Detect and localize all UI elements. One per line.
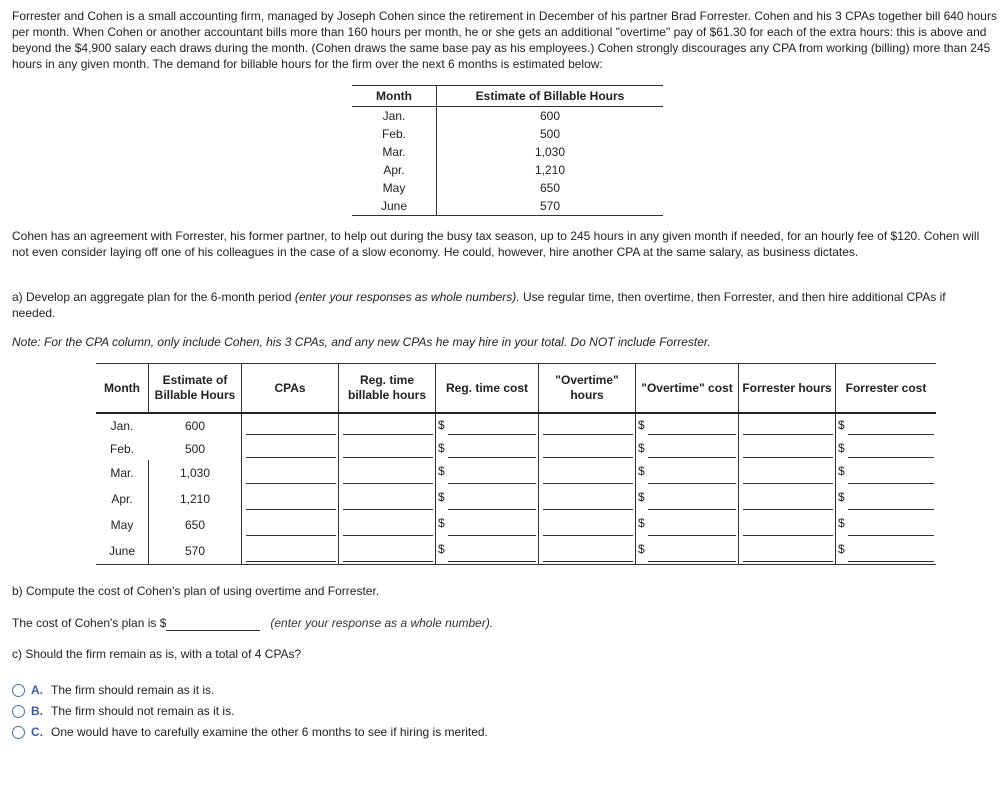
cpas-cell <box>242 460 339 486</box>
col-estimate: Estimate of Billable Hours <box>149 364 242 414</box>
problem-intro: Forrester and Cohen is a small accounting firm, managed by Joseph Cohen since the retirement in December of his partner Brad Forrester. Cohen and his 3 CPAs together bill 640 hours per month. When Cohen or another accountant bills more than 160 hours per month, he or she gets an additional "overtime" pay of $61.30 for each of the extra hours: this is above and beyond the $4,900 salary each draws during the month. (Cohen draws the same base pay as his employees.) Cohen strongly discourages any CPA from working (billing) more than 245 hours in any given month. The demand for billable hours for the firm over the next 6 months is estimated below: <box>12 9 997 71</box>
reg-cost-input[interactable] <box>448 541 536 562</box>
option-letter: A. <box>31 683 43 697</box>
part-c-question: c) Should the firm remain as is, with a total of 4 CPAs? <box>12 647 302 661</box>
ot-hours-cell <box>539 538 636 565</box>
reg-cost-cell <box>436 486 539 512</box>
cpas-cell <box>242 486 339 512</box>
plan-row <box>96 538 936 565</box>
cpa-note: Note: For the CPA column, only include Cohen, his 3 CPAs, and any new CPAs he may hire in your total. Do NOT include Forrester. <box>12 335 711 349</box>
header-month: Month <box>352 86 437 107</box>
ot-cost-cell <box>636 437 739 460</box>
cpas-input[interactable] <box>246 437 336 458</box>
total-cost-input[interactable] <box>166 614 260 631</box>
dollar-sign: $ <box>838 542 845 556</box>
dollar-sign: $ <box>438 441 445 455</box>
ot-cost-cell <box>636 486 739 512</box>
ot-hours-cell <box>539 460 636 486</box>
ot-cost-cell <box>636 538 739 565</box>
cost-prompt: The cost of Cohen's plan is $ <box>12 616 167 630</box>
ot-cost-input[interactable] <box>648 515 736 536</box>
dollar-sign: $ <box>438 542 445 556</box>
demand-row <box>352 179 663 197</box>
aggregate-plan-table <box>96 363 936 565</box>
forrester-cost-input[interactable] <box>848 489 934 510</box>
demand-row <box>352 125 663 143</box>
ot-cost-input[interactable] <box>648 541 736 562</box>
month-cell: Jan. <box>352 107 437 126</box>
radio-button-icon[interactable] <box>12 684 25 697</box>
forrester-hours-input[interactable] <box>743 414 833 435</box>
forrester-cost-cell <box>836 538 937 565</box>
forrester-hours-input[interactable] <box>743 437 833 458</box>
ot-hours-input[interactable] <box>543 463 633 484</box>
cpas-cell <box>242 512 339 538</box>
part-a-question <box>12 289 992 321</box>
month-cell: Apr. <box>111 492 133 506</box>
plan-row <box>96 437 936 460</box>
reg-hours-input[interactable] <box>343 515 433 536</box>
dollar-sign: $ <box>838 441 845 455</box>
estimate-cell: 570 <box>149 538 242 565</box>
col-reg-hours: Reg. time billable hours <box>339 364 436 414</box>
ot-cost-cell <box>636 460 739 486</box>
ot-cost-input[interactable] <box>648 463 736 484</box>
reg-cost-input[interactable] <box>448 489 536 510</box>
forrester-cost-cell <box>836 512 937 538</box>
col-month: Month <box>96 364 149 414</box>
reg-cost-input[interactable] <box>448 437 536 458</box>
radio-button-icon[interactable] <box>12 705 25 718</box>
part-a-prefix: a) Develop an aggregate plan for the 6-month period <box>12 290 295 304</box>
dollar-sign: $ <box>838 490 845 504</box>
dollar-sign: $ <box>438 464 445 478</box>
ot-hours-cell <box>539 437 636 460</box>
reg-cost-cell <box>436 437 539 460</box>
ot-hours-input[interactable] <box>543 541 633 562</box>
dollar-sign: $ <box>638 464 645 478</box>
option-text: The firm should not remain as it is. <box>51 704 235 718</box>
reg-cost-input[interactable] <box>448 414 536 435</box>
month-cell: Apr. <box>352 161 437 179</box>
forrester-agreement-text: Cohen has an agreement with Forrester, his former partner, to help out during the busy tax season, up to 245 hours in any given month if needed, for an hourly fee of $120. Cohen will not even consider laying off one of his colleagues in the case of a slow economy. He could, however, hire another CPA at the same salary, as business dictates. <box>12 229 980 259</box>
plan-row <box>96 413 936 437</box>
cpas-input[interactable] <box>246 463 336 484</box>
header-estimate: Estimate of Billable Hours <box>437 86 664 107</box>
forrester-cost-cell <box>836 437 937 460</box>
answer-option-c[interactable] <box>12 725 488 739</box>
plan-row <box>96 486 936 512</box>
forrester-cost-input[interactable] <box>848 437 934 458</box>
forrester-hours-cell <box>739 460 836 486</box>
month-cell: Jan. <box>110 418 134 433</box>
ot-cost-input[interactable] <box>648 414 736 435</box>
radio-button-icon[interactable] <box>12 726 25 739</box>
ot-hours-cell <box>539 512 636 538</box>
forrester-hours-cell <box>739 512 836 538</box>
month-cell: Mar. <box>110 466 134 480</box>
cpas-cell <box>242 413 339 437</box>
dollar-sign: $ <box>438 490 445 504</box>
dollar-sign: $ <box>638 542 645 556</box>
col-reg-cost: Reg. time cost <box>436 364 539 414</box>
option-letter: B. <box>31 704 43 718</box>
cpas-input[interactable] <box>246 541 336 562</box>
demand-row <box>352 143 663 161</box>
reg-hours-cell <box>339 486 436 512</box>
dollar-sign: $ <box>438 418 445 432</box>
forrester-cost-cell <box>836 413 937 437</box>
estimate-cell: 600 <box>149 413 242 437</box>
cpas-cell <box>242 538 339 565</box>
estimate-cell: 1,030 <box>149 460 242 486</box>
month-cell: Mar. <box>352 143 437 161</box>
forrester-hours-cell <box>739 437 836 460</box>
forrester-cost-input[interactable] <box>848 463 934 484</box>
col-cpas: CPAs <box>242 364 339 414</box>
reg-cost-input[interactable] <box>448 515 536 536</box>
col-forrester-cost: Forrester cost <box>836 364 937 414</box>
hours-cell: 570 <box>437 197 664 216</box>
month-cell: Feb. <box>352 125 437 143</box>
reg-hours-cell <box>339 538 436 565</box>
demand-row <box>352 107 663 126</box>
forrester-cost-input[interactable] <box>848 515 934 536</box>
reg-hours-input[interactable] <box>343 437 433 458</box>
col-forrester-hours: Forrester hours <box>739 364 836 414</box>
ot-hours-input[interactable] <box>543 437 633 458</box>
estimate-cell: 650 <box>149 512 242 538</box>
month-cell: June <box>96 538 149 565</box>
forrester-hours-input[interactable] <box>743 463 833 484</box>
reg-hours-input[interactable] <box>343 414 433 435</box>
forrester-cost-cell <box>836 486 937 512</box>
hours-cell: 600 <box>539 109 561 123</box>
col-ot-cost: "Overtime" cost <box>636 364 739 414</box>
month-cell: June <box>352 197 437 216</box>
answer-option-a[interactable] <box>12 683 214 697</box>
dollar-sign: $ <box>838 418 845 432</box>
cpas-cell <box>242 437 339 460</box>
reg-cost-cell <box>436 512 539 538</box>
cost-hint: (enter your response as a whole number). <box>270 616 494 630</box>
forrester-hours-input[interactable] <box>743 489 833 510</box>
dollar-sign: $ <box>638 418 645 432</box>
hours-cell: 1,030 <box>534 145 566 159</box>
plan-row <box>96 460 936 486</box>
month-cell: May <box>352 179 437 197</box>
dollar-sign: $ <box>438 516 445 530</box>
reg-hours-cell <box>339 437 436 460</box>
forrester-cost-cell <box>836 460 937 486</box>
ot-cost-cell <box>636 413 739 437</box>
forrester-hours-input[interactable] <box>743 541 833 562</box>
cpas-input[interactable] <box>246 489 336 510</box>
dollar-sign: $ <box>638 490 645 504</box>
month-cell: Feb. <box>109 441 134 456</box>
ot-cost-input[interactable] <box>648 437 736 458</box>
cpas-input[interactable] <box>246 414 336 435</box>
option-text: One would have to carefully examine the other 6 months to see if hiring is merited. <box>51 725 488 739</box>
demand-row <box>352 197 663 216</box>
reg-hours-cell <box>339 460 436 486</box>
hours-cell: 500 <box>539 127 561 141</box>
plan-row <box>96 512 936 538</box>
reg-hours-input[interactable] <box>343 463 433 484</box>
ot-hours-input[interactable] <box>543 515 633 536</box>
demand-table <box>352 85 663 216</box>
ot-cost-input[interactable] <box>648 489 736 510</box>
reg-hours-cell <box>339 512 436 538</box>
reg-hours-cell <box>339 413 436 437</box>
hours-cell: 1,210 <box>534 163 566 177</box>
hours-cell: 650 <box>539 181 561 195</box>
forrester-hours-cell <box>739 413 836 437</box>
ot-hours-cell <box>539 413 636 437</box>
reg-cost-cell <box>436 460 539 486</box>
forrester-cost-input[interactable] <box>848 414 934 435</box>
reg-hours-input[interactable] <box>343 489 433 510</box>
ot-hours-input[interactable] <box>543 489 633 510</box>
option-letter: C. <box>31 725 43 739</box>
dollar-sign: $ <box>838 516 845 530</box>
part-a-suffix: Use regular time, then overtime, then Forrester, and then hire additional CPAs if needed. <box>12 290 946 320</box>
part-b-answer-line <box>12 614 493 631</box>
forrester-hours-input[interactable] <box>743 515 833 536</box>
ot-hours-input[interactable] <box>543 414 633 435</box>
dollar-sign: $ <box>638 441 645 455</box>
ot-hours-cell <box>539 486 636 512</box>
forrester-hours-cell <box>739 486 836 512</box>
reg-cost-cell <box>436 413 539 437</box>
month-cell: May <box>110 518 134 532</box>
estimate-cell: 1,210 <box>149 486 242 512</box>
reg-cost-input[interactable] <box>448 463 536 484</box>
forrester-cost-input[interactable] <box>848 541 934 562</box>
answer-option-b[interactable] <box>12 704 234 718</box>
reg-hours-input[interactable] <box>343 541 433 562</box>
col-ot-hours: "Overtime" hours <box>539 364 636 414</box>
cpas-input[interactable] <box>246 515 336 536</box>
ot-cost-cell <box>636 512 739 538</box>
option-text: The firm should remain as it is. <box>51 683 215 697</box>
dollar-sign: $ <box>838 464 845 478</box>
reg-cost-cell <box>436 538 539 565</box>
estimate-cell: 500 <box>149 437 242 460</box>
part-b-question: b) Compute the cost of Cohen's plan of using overtime and Forrester. <box>12 584 380 598</box>
dollar-sign: $ <box>638 516 645 530</box>
part-a-hint: (enter your responses as whole numbers). <box>294 290 520 304</box>
forrester-hours-cell <box>739 538 836 565</box>
demand-row <box>352 161 663 179</box>
